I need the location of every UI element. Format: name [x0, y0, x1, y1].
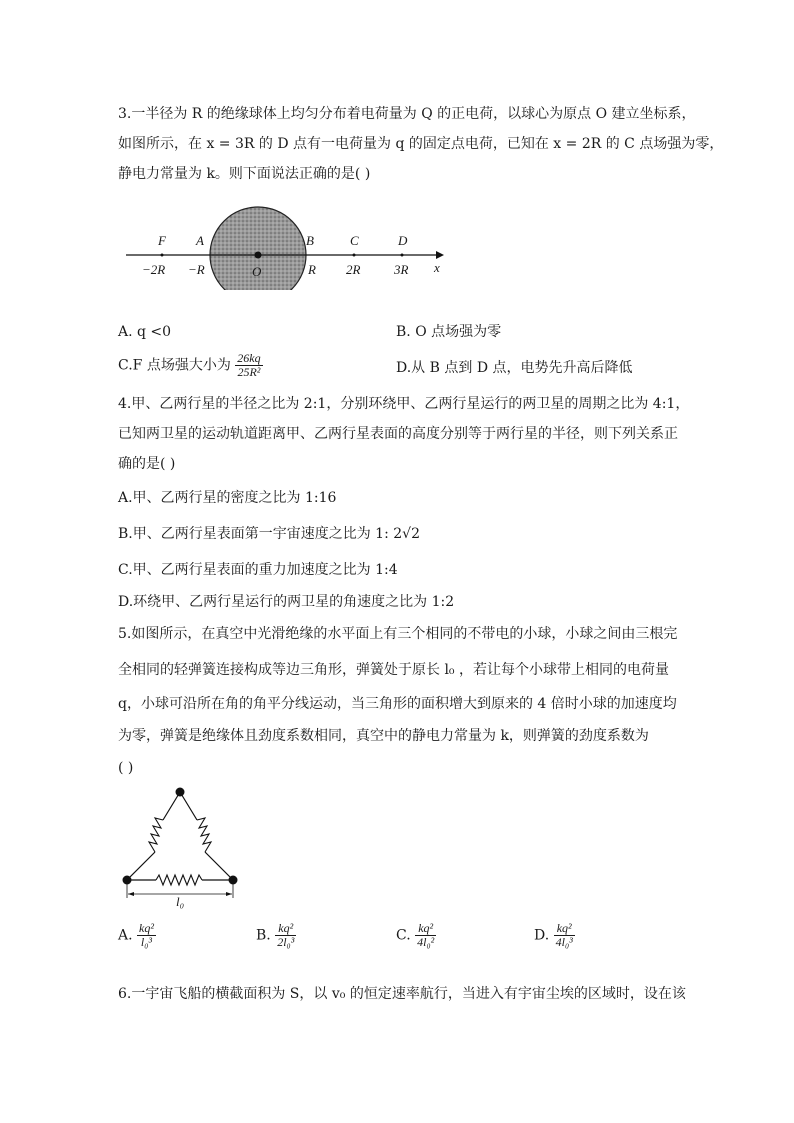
q5-text-line-3: q，小球可沿所在角的角平分线运动，当三角形的面积增大到原来的 4 倍时小球的加速度均 — [118, 696, 677, 712]
q5-text-line-5: ( ) — [118, 760, 134, 776]
spring-bottom — [156, 875, 202, 885]
label-D: D — [398, 233, 408, 248]
label-B: B — [306, 233, 314, 248]
q4-option-d[interactable]: D.环绕甲、乙两行星运行的两卫星的角速度之比为 1:2 — [118, 594, 455, 610]
q3-text-line-1: 3.一半径为 R 的绝缘球体上均匀分布着电荷量为 Q 的正电荷，以球心为原点 O 建立坐标系， — [118, 106, 696, 122]
q4-text-line-2: 已知两卫星的运动轨道距离甲、乙两行星表面的高度分别等于两行星的半径，则下列关系正 — [118, 426, 678, 442]
label-minus-2R: −2R — [142, 262, 166, 277]
label-3R: 3R — [394, 262, 409, 277]
q5-option-a[interactable] — [118, 922, 156, 949]
q5-text-line-2: 全相同的轻弹簧连接构成等边三角形，弹簧处于原长 l₀ ，若让每个小球带上相同的电荷量 — [118, 662, 669, 678]
q5-option-d-fraction: $\frac{\text{kq²}}{\text{4l₀³}}$ — [555, 921, 573, 949]
q5-option-c-label: C. — [396, 927, 411, 944]
spring-left — [149, 818, 163, 852]
ball-left — [123, 876, 132, 885]
dimension-l0: l₀ — [176, 894, 185, 909]
q3-option-d[interactable]: D.从 B 点到 D 点，电势先升高后降低 — [396, 360, 633, 376]
q3-option-b[interactable]: B. O 点场强为零 — [396, 324, 502, 340]
label-R: R — [308, 262, 316, 277]
q5-text-line-4: 为零，弹簧是绝缘体且劲度系数相同，真空中的静电力常量为 k，则弹簧的劲度系数为 — [118, 728, 649, 744]
q6-text-line-1: 6.一宇宙飞船的横截面积为 S，以 v₀ 的恒定速率航行，当进入有宇宙尘埃的区域时，设在该 — [118, 986, 686, 1002]
origin-dot — [255, 252, 262, 259]
q5-option-b-label: B. — [256, 927, 271, 944]
q4-text-line-1: 4.甲、乙两行星的半径之比为 2:1，分别环绕甲、乙两行星运行的两卫星的周期之比为 4:1， — [118, 396, 690, 412]
q3-option-c-fraction: $\frac{26kq}{\text{25R²}}$ — [237, 351, 261, 379]
q5-option-b-fraction: $\frac{\text{kq²}}{\text{2l₀³}}$ — [277, 921, 295, 949]
label-minus-R: −R — [188, 262, 205, 277]
q5-option-b[interactable] — [256, 922, 296, 949]
q3-option-a[interactable]: A. q <0 — [118, 324, 172, 340]
q4-option-a[interactable]: A.甲、乙两行星的密度之比为 1:16 — [118, 490, 337, 506]
label-C: C — [350, 233, 359, 248]
label-x-axis: x — [434, 260, 440, 275]
q4-option-c[interactable]: C.甲、乙两行星表面的重力加速度之比为 1:4 — [118, 562, 398, 578]
q3-text-line-2: 如图所示，在 x = 3R 的 D 点有一电荷量为 q 的固定点电荷，已知在 x = 2R 的 C 点场强为零， — [118, 136, 724, 152]
q5-text-line-1: 5.如图所示，在真空中光滑绝缘的水平面上有三个相同的不带电的小球，小球之间由三根完 — [118, 626, 678, 642]
q5-option-d[interactable] — [534, 922, 575, 949]
q4-text-line-3: 确的是( ) — [118, 456, 176, 472]
q4-option-b[interactable]: B.甲、乙两行星表面第一宇宙速度之比为 1: 2√2 — [118, 526, 420, 542]
label-A: A — [196, 233, 204, 248]
q3-sphere-axis-figure — [118, 200, 458, 290]
q5-option-c-fraction: $\frac{\text{kq²}}{\text{4l₀²}}$ — [417, 921, 435, 949]
q5-option-a-label: A. — [118, 927, 133, 944]
label-F: F — [158, 233, 166, 248]
q5-option-a-fraction: $\frac{\text{kq²}}{\text{l₀³}}$ — [139, 921, 154, 949]
q5-option-d-label: D. — [534, 927, 550, 944]
q3-option-c-text: C.F 点场强大小为 — [118, 357, 231, 374]
q5-triangle-springs-figure — [118, 784, 248, 909]
label-2R: 2R — [346, 262, 361, 277]
label-O: O — [252, 264, 262, 279]
x-axis-arrow — [436, 251, 444, 259]
q5-option-c[interactable] — [396, 922, 436, 949]
spring-right — [197, 818, 211, 852]
ball-top — [176, 788, 185, 797]
q3-text-line-3: 静电力常量为 k。则下面说法正确的是( ) — [118, 166, 371, 182]
ball-right — [229, 876, 238, 885]
q3-option-c[interactable] — [118, 352, 263, 379]
